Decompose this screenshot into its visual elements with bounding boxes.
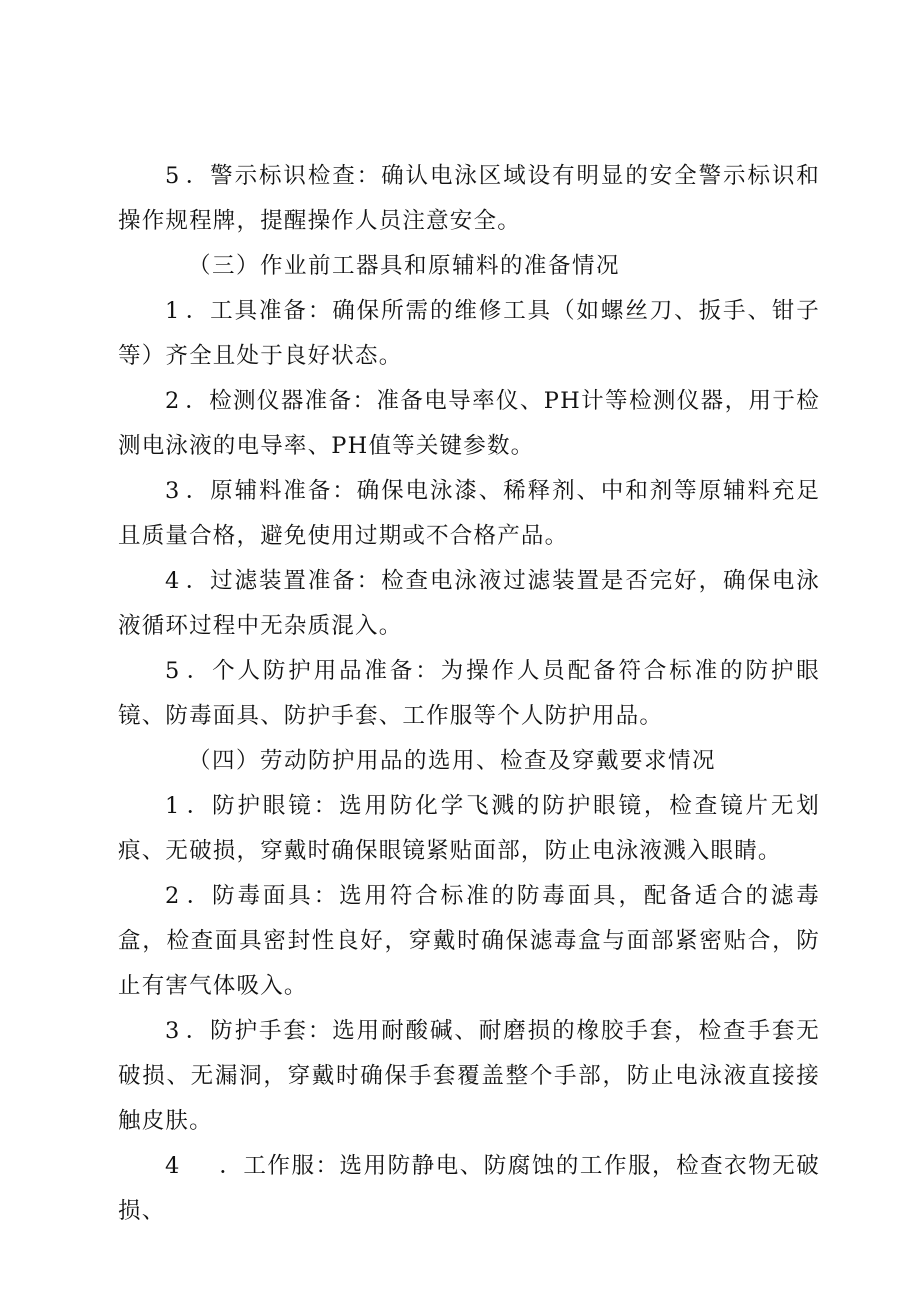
paragraph-text: ．过滤装置准备：检查电泳液过滤装置是否完好，确保电泳液循环过程中无杂质混入。 bbox=[118, 568, 820, 639]
paragraph-warning-sign-check bbox=[118, 154, 820, 244]
item-number: 1 bbox=[165, 298, 181, 324]
paragraph-text: ．防护手套：选用耐酸碱、耐磨损的橡胶手套，检查手套无破损、无漏洞，穿戴时确保手套覆盖整个手部，防止电泳液直接接触皮肤。 bbox=[118, 1018, 820, 1134]
section-heading-3: （三）作业前工器具和原辅料的准备情况 bbox=[188, 253, 621, 279]
paragraph-text: ．防毒面具：选用符合标准的防毒面具，配备适合的滤毒盒，检查面具密封性良好，穿戴时确保滤毒盒与面部紧密贴合，防止有害气体吸入。 bbox=[118, 883, 820, 999]
item-number: 3 bbox=[165, 1018, 181, 1044]
paragraph-text: ．警示标识检查：确认电泳区域设有明显的安全警示标识和操作规程牌，提醒操作人员注意安全。 bbox=[118, 163, 820, 234]
paragraph-text: ．个人防护用品准备：为操作人员配备符合标准的防护眼镜、防毒面具、防护手套、工作服等个人防护用品。 bbox=[118, 658, 820, 729]
paragraph-instrument-prep bbox=[118, 379, 820, 469]
paragraph-material-prep bbox=[118, 469, 820, 559]
item-number: 2 bbox=[165, 388, 181, 414]
item-number: 5 bbox=[165, 163, 181, 189]
item-number: 4 bbox=[165, 568, 181, 594]
item-number: 1 bbox=[165, 793, 181, 819]
document-body bbox=[118, 154, 820, 1234]
paragraph-gas-mask bbox=[118, 874, 820, 1009]
item-number: 5 bbox=[165, 658, 181, 684]
paragraph-goggles bbox=[118, 784, 820, 874]
item-number: 3 bbox=[165, 478, 181, 504]
paragraph-tool-prep bbox=[118, 289, 820, 379]
section-heading-4: （四）劳动防护用品的选用、检查及穿戴要求情况 bbox=[188, 748, 717, 774]
paragraph-filter-prep bbox=[118, 559, 820, 649]
paragraph-gloves bbox=[118, 1009, 820, 1144]
paragraph-text: ．原辅料准备：确保电泳漆、稀释剂、中和剂等原辅料充足且质量合格，避免使用过期或不合格产品。 bbox=[118, 478, 820, 549]
item-number: 4 bbox=[165, 1153, 181, 1179]
paragraph-text: ．工具准备：确保所需的维修工具（如螺丝刀、扳手、钳子等）齐全且处于良好状态。 bbox=[118, 298, 820, 369]
paragraph-workwear bbox=[118, 1144, 820, 1234]
paragraph-ppe-prep bbox=[118, 649, 820, 739]
paragraph-text: ．检测仪器准备：准备电导率仪、PH计等检测仪器，用于检测电泳液的电导率、PH值等关键参数。 bbox=[118, 388, 820, 459]
paragraph-text: ．工作服：选用防静电、防腐蚀的工作服，检查衣物无破损、 bbox=[118, 1153, 820, 1224]
item-number: 2 bbox=[165, 883, 181, 909]
paragraph-text: ．防护眼镜：选用防化学飞溅的防护眼镜，检查镜片无划痕、无破损，穿戴时确保眼镜紧贴面部，防止电泳液溅入眼睛。 bbox=[118, 793, 820, 864]
